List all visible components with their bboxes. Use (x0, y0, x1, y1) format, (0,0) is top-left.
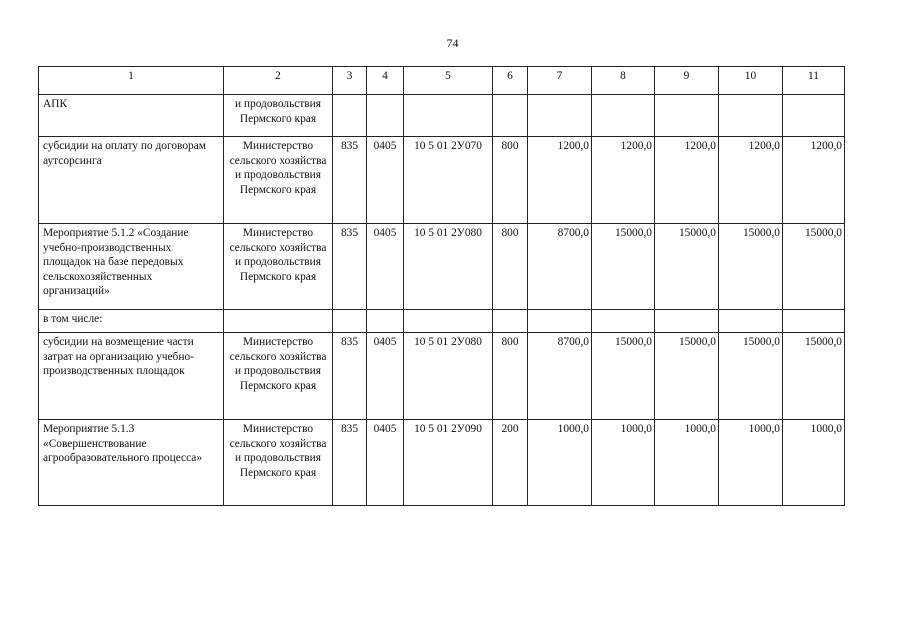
cell-amount (719, 95, 783, 137)
cell-amount (592, 310, 655, 333)
header-cell: 10 (719, 67, 783, 95)
header-cell: 1 (39, 67, 224, 95)
header-cell: 9 (655, 67, 719, 95)
cell-amount: 1200,0 (592, 137, 655, 224)
cell-amount: 1000,0 (592, 420, 655, 506)
header-cell: 2 (224, 67, 333, 95)
responsible-org: Министерство сельского хозяйства и продовольствия Пермского края (224, 420, 333, 506)
cell-amount: 8700,0 (528, 224, 592, 310)
cell-expense-type: 800 (493, 333, 528, 420)
cell-ministry-code: 835 (333, 333, 367, 420)
responsible-org: и продовольствия Пермского края (224, 95, 333, 137)
cell-section-code: 0405 (367, 224, 404, 310)
responsible-org (224, 310, 333, 333)
header-cell: 6 (493, 67, 528, 95)
responsible-org: Министерство сельского хозяйства и продовольствия Пермского края (224, 224, 333, 310)
cell-amount: 8700,0 (528, 333, 592, 420)
budget-table (38, 66, 845, 506)
cell-amount: 15000,0 (592, 224, 655, 310)
cell-target-code (404, 95, 493, 137)
cell-amount: 1200,0 (655, 137, 719, 224)
table-row (39, 333, 845, 420)
cell-amount: 1000,0 (719, 420, 783, 506)
cell-target-code: 10 5 01 2У070 (404, 137, 493, 224)
cell-amount (783, 95, 845, 137)
cell-amount (592, 95, 655, 137)
cell-amount: 15000,0 (783, 333, 845, 420)
cell-amount (719, 310, 783, 333)
cell-amount: 15000,0 (783, 224, 845, 310)
table-row (39, 310, 845, 333)
table-row (39, 420, 845, 506)
table-row (39, 137, 845, 224)
cell-section-code (367, 310, 404, 333)
table-row (39, 224, 845, 310)
header-cell: 5 (404, 67, 493, 95)
cell-amount: 15000,0 (719, 224, 783, 310)
header-cell: 3 (333, 67, 367, 95)
cell-amount (655, 95, 719, 137)
cell-amount: 1000,0 (783, 420, 845, 506)
cell-amount: 1200,0 (719, 137, 783, 224)
header-cell: 4 (367, 67, 404, 95)
cell-expense-type: 800 (493, 224, 528, 310)
cell-ministry-code (333, 310, 367, 333)
cell-amount (655, 310, 719, 333)
cell-section-code: 0405 (367, 137, 404, 224)
cell-amount: 1000,0 (655, 420, 719, 506)
cell-amount: 1200,0 (783, 137, 845, 224)
cell-target-code: 10 5 01 2У080 (404, 333, 493, 420)
header-cell: 8 (592, 67, 655, 95)
event-name: Мероприятие 5.1.3 «Совершенствование агрообразовательного процесса» (39, 420, 224, 506)
cell-amount: 1000,0 (528, 420, 592, 506)
event-name: субсидии на оплату по договорам аутсорсинга (39, 137, 224, 224)
cell-amount: 15000,0 (592, 333, 655, 420)
header-cell: 7 (528, 67, 592, 95)
cell-section-code: 0405 (367, 333, 404, 420)
cell-target-code: 10 5 01 2У090 (404, 420, 493, 506)
event-name: АПК (39, 95, 224, 137)
cell-amount (783, 310, 845, 333)
cell-ministry-code: 835 (333, 224, 367, 310)
cell-expense-type: 800 (493, 137, 528, 224)
event-name: Мероприятие 5.1.2 «Создание учебно-производственных площадок на базе передовых сельскохозяйственных организаций» (39, 224, 224, 310)
cell-amount: 15000,0 (655, 224, 719, 310)
responsible-org: Министерство сельского хозяйства и продовольствия Пермского края (224, 137, 333, 224)
cell-amount: 15000,0 (655, 333, 719, 420)
cell-ministry-code (333, 95, 367, 137)
cell-section-code (367, 95, 404, 137)
cell-ministry-code: 835 (333, 137, 367, 224)
cell-section-code: 0405 (367, 420, 404, 506)
cell-amount (528, 95, 592, 137)
cell-expense-type: 200 (493, 420, 528, 506)
table-row (39, 95, 845, 137)
cell-amount: 15000,0 (719, 333, 783, 420)
cell-target-code (404, 310, 493, 333)
header-row (39, 67, 845, 95)
header-cell: 11 (783, 67, 845, 95)
cell-amount (528, 310, 592, 333)
cell-expense-type (493, 310, 528, 333)
cell-target-code: 10 5 01 2У080 (404, 224, 493, 310)
page-number: 74 (446, 36, 459, 50)
event-name: субсидии на возмещение части затрат на организацию учебно-производственных площадок (39, 333, 224, 420)
event-name: в том числе: (39, 310, 224, 333)
responsible-org: Министерство сельского хозяйства и продовольствия Пермского края (224, 333, 333, 420)
cell-amount: 1200,0 (528, 137, 592, 224)
cell-ministry-code: 835 (333, 420, 367, 506)
cell-expense-type (493, 95, 528, 137)
